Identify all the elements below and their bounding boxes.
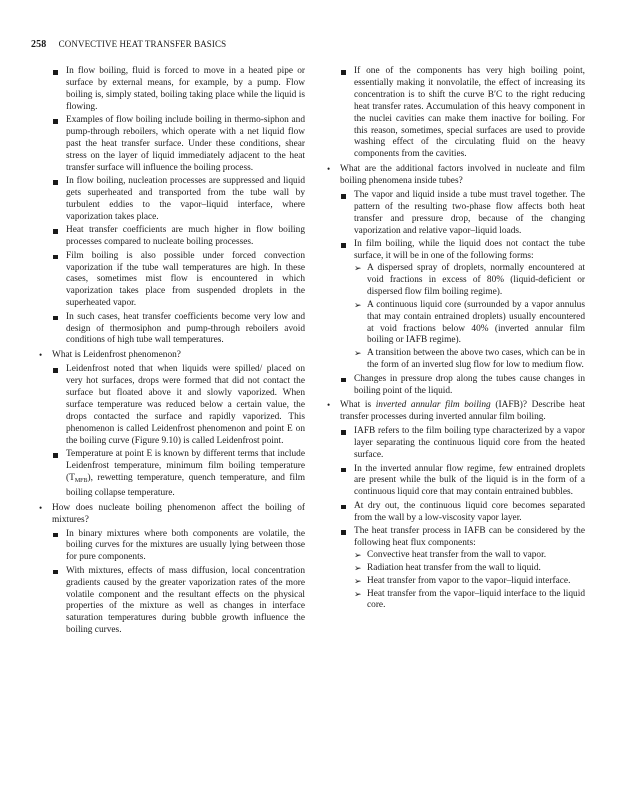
- list-item: In flow boiling, fluid is forced to move in a heated pipe or surface by external means, for example, by a pump. Flow boiling is, simply stated, boiling taking place while the liquid is flowing.: [52, 66, 305, 114]
- question-mixtures: [39, 502, 305, 527]
- arrow-icon: ➢: [354, 562, 362, 573]
- sub-list-item: [354, 300, 585, 348]
- bullet-dot: •: [327, 400, 331, 411]
- left-column: [39, 66, 305, 639]
- question-text: What is Leidenfrost phenomenon?: [52, 350, 181, 361]
- sub-list-item: [354, 263, 585, 299]
- list-item: [340, 526, 585, 612]
- text-fragment: What is: [340, 400, 376, 411]
- arrow-icon: ➢: [354, 299, 362, 310]
- list-item: In such cases, heat transfer coefficients become very low and design of thermosiphon and pump-through reboilers avoid conditions of high tube wall temperatures.: [52, 312, 305, 348]
- list-item: IAFB refers to the film boiling type characterized by a vapor layer separating the continuous liquid core from the heated surface.: [340, 426, 585, 462]
- question-text: What are the additional factors involved in nucleate and film boiling phenomena inside tubes?: [340, 164, 585, 187]
- sub-list-item: [354, 576, 585, 588]
- text-fragment: In film boiling, while the liquid does not contact the tube surface, it will be in one of the following forms:: [354, 239, 585, 262]
- sub-item-text: Convective heat transfer from the wall to vapor.: [367, 549, 547, 560]
- arrow-icon: ➢: [354, 263, 362, 273]
- sub-item-text: Heat transfer from vapor to the vapor–liquid interface.: [367, 575, 571, 586]
- text-fragment: ), rewetting temperature, quench temperature, and film boiling collapse temperature.: [66, 472, 305, 498]
- bullet-dot: •: [327, 164, 331, 175]
- right-column: [327, 66, 585, 614]
- question-text: How does nucleate boiling phenomenon affect the boiling of mixtures?: [52, 502, 305, 525]
- sub-list-item: [354, 589, 585, 613]
- text-fragment: (IAFB)? Describe heat transfer processes during inverted annular film boiling.: [340, 400, 585, 423]
- list-item: [340, 239, 585, 372]
- list-item: Leidenfrost noted that when liquids were spilled/ placed on very hot surfaces, drops were formed that did not contact the surface but floated above it and slowly vaporized. When surface temperature was reduced below a certain value, the drops contacted the surface and rapidly vaporized. This phenomenon is called Leidenfrost phenomenon and point E on the boiling curve (Figure 9.10) is called Leidenfrost point.: [52, 364, 305, 447]
- list-item: If one of the components has very high boiling point, essentially making it nonvolatile, the effect of increasing its concentration is to shift the curve B′C to the right reducing heat transfer rates. Accumulation of this heavy component in the nuclei cavities can make them inactive for boiling. For this reason, sometimes, special surfaces are used to provide washing effect of the circulating fluid on the heavy components from the cavities.: [340, 66, 585, 161]
- subscript: MFB: [74, 477, 88, 484]
- bullet-dot: •: [39, 502, 43, 513]
- list-item: In the inverted annular flow regime, few entrained droplets are present while the bulk of the liquid is in the form of a continuous liquid core that may contain entrained bubbles.: [340, 464, 585, 500]
- page-number: 258: [31, 39, 47, 50]
- list-item: Heat transfer coefficients are much higher in flow boiling processes compared to nucleate boiling processes.: [52, 225, 305, 249]
- arrow-icon: ➢: [354, 588, 362, 599]
- page-header: [31, 39, 226, 50]
- sub-item-text: Heat transfer from the vapor–liquid interface to the liquid core.: [367, 588, 585, 611]
- arrow-icon: ➢: [354, 575, 362, 586]
- sub-item-text: Radiation heat transfer from the wall to liquid.: [367, 562, 541, 573]
- text-fragment: Temperature at point E is known by different terms that include Leidenfrost temperature, minimum film boiling temperature (T: [66, 449, 305, 483]
- list-item: With mixtures, effects of mass diffusion, local concentration gradients caused by the greater vaporization rates of the more volatile component and the resultant effects on the physical properties of the mixture as well as changes in interface saturation temperatures during bubble growth influence the boiling curves.: [52, 566, 305, 637]
- question-iafb: [327, 400, 585, 424]
- question-leidenfrost: [39, 350, 305, 362]
- list-item: Changes in pressure drop along the tubes cause changes in boiling point of the liquid.: [340, 374, 585, 398]
- list-item: In binary mixtures where both components are volatile, the boiling curves for the mixtures are usually lying between those for pure components.: [52, 529, 305, 565]
- sub-item-text: A continuous liquid core (surrounded by a vapor annulus that may contain entrained droplets) usually encountered at void fractions below 40% (inverted annular film boiling or IAFB regime).: [367, 299, 585, 346]
- question-additional-factors: [327, 164, 585, 188]
- sub-list-item: [354, 563, 585, 575]
- list-item: Film boiling is also possible under forced convection vaporization if the tube wall temperatures are high. In these cases, sometimes mist flow is encountered in which vaporization takes place from suspended droplets in the superheated vapor.: [52, 251, 305, 311]
- bullet-dot: •: [39, 350, 43, 361]
- sub-list-item: [354, 348, 585, 372]
- list-item: The vapor and liquid inside a tube must travel together. The pattern of the resulting two-phase flow affects both heat transfer and pressure drop, because of the changing vaporization and relative vapor–liquid loads.: [340, 190, 585, 238]
- sub-item-text: A transition between the above two cases, which can be in the form of an inverted slug flow for low to medium flow.: [367, 348, 585, 371]
- sub-list-item: [354, 550, 585, 562]
- arrow-icon: ➢: [354, 549, 362, 560]
- list-item: Examples of flow boiling include boiling in thermo-siphon and pump-through reboilers, which operate with a net liquid flow past the heat transfer surface. Under these conditions, shear stress on the layer of liquid immediately adjacent to the heat transfer surface will influence the boiling process.: [52, 115, 305, 175]
- arrow-icon: ➢: [354, 348, 362, 359]
- list-item: In flow boiling, nucleation processes are suppressed and liquid gets superheated and transported from the tube wall by turbulent eddies to the vapor–liquid interface, where vaporization takes place.: [52, 176, 305, 224]
- list-item: [52, 449, 305, 500]
- sub-item-text: A dispersed spray of droplets, normally encountered at void fractions in excess of 80% (liquid-deficient or dispersed flow film boiling regime).: [367, 263, 585, 297]
- question-text: [340, 400, 585, 422]
- running-title: CONVECTIVE HEAT TRANSFER BASICS: [58, 39, 227, 49]
- text-fragment: The heat transfer process in IAFB can be considered by the following heat flux components:: [354, 526, 585, 548]
- list-item: At dry out, the continuous liquid core becomes separated from the wall by a low-viscosity vapor layer.: [340, 501, 585, 525]
- italic-term: inverted annular film boiling: [375, 400, 491, 411]
